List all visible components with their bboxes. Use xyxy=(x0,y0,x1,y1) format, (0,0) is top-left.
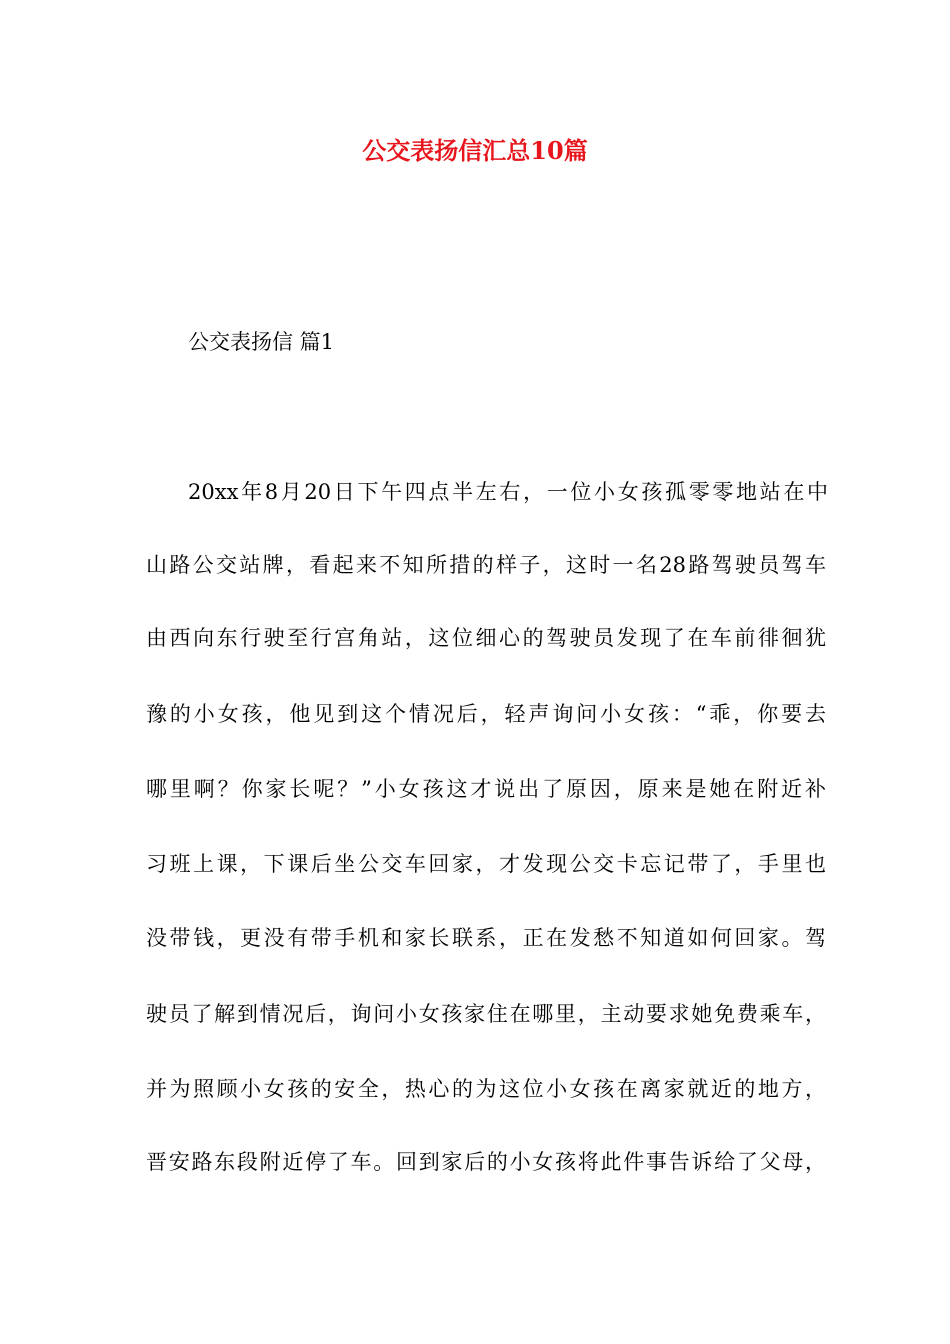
paragraph-line: 山路公交站牌，看起来不知所措的样子，这时一名28路驾驶员驾车 xyxy=(146,553,826,577)
document-title: 公交表扬信汇总10篇 xyxy=(362,136,588,165)
paragraph-line: 没带钱，更没有带手机和家长联系，正在发愁不知道如何回家。驾 xyxy=(146,926,826,950)
paragraph-line: 豫的小女孩，他见到这个情况后，轻声询问小女孩：“乖，你要去 xyxy=(146,702,826,726)
paragraph-line: 哪里啊？你家长呢？”小女孩这才说出了原因，原来是她在附近补 xyxy=(146,777,826,801)
paragraph-line: 驶员了解到情况后，询问小女孩家住在哪里，主动要求她免费乘车， xyxy=(146,1002,826,1026)
paragraph-line: 20xx年8月20日下午四点半左右，一位小女孩孤零零地站在中 xyxy=(188,480,828,504)
section-heading: 公交表扬信 篇1 xyxy=(188,330,335,354)
paragraph-line: 由西向东行驶至行宫角站，这位细心的驾驶员发现了在车前徘徊犹 xyxy=(146,626,826,650)
paragraph-line: 并为照顾小女孩的安全，热心的为这位小女孩在离家就近的地方， xyxy=(146,1077,826,1101)
paragraph-line: 晋安路东段附近停了车。回到家后的小女孩将此件事告诉给了父母， xyxy=(146,1150,826,1174)
paragraph-line: 习班上课，下课后坐公交车回家，才发现公交卡忘记带了，手里也 xyxy=(146,852,826,876)
